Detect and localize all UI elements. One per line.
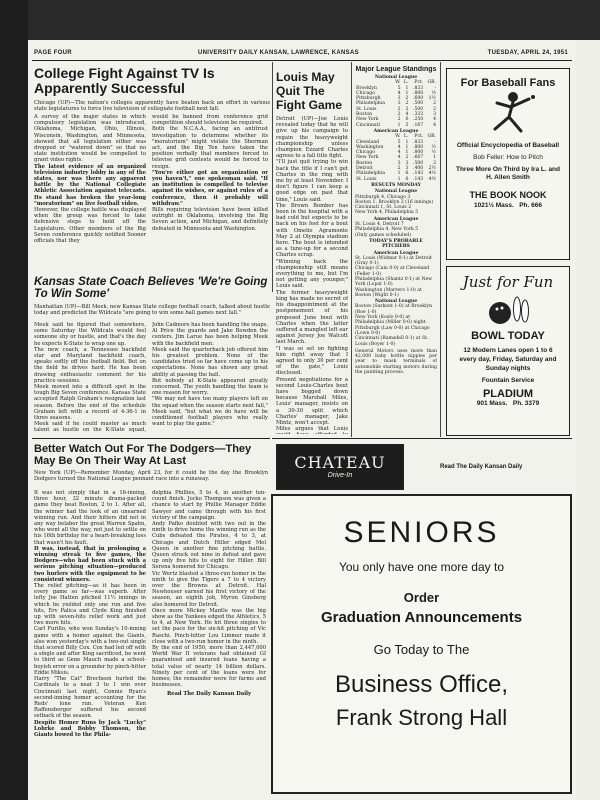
- read-kansan-tag: Read The Daily Kansan Daily: [440, 464, 523, 470]
- pitchers-title: TODAY'S PROBABLE PITCHERS: [369, 238, 423, 250]
- bowl-name: BOWL TODAY: [471, 330, 545, 342]
- seniors-line-6: Frank Strong Hall: [335, 705, 508, 730]
- seniors-line-3: Graduation Announcements: [320, 609, 523, 626]
- table-row: New York 4 2 .667 1: [356, 155, 436, 161]
- table-row: Philadelphia 1 6 .143 4½: [356, 171, 436, 177]
- bowling-ball-pins-illustration: [484, 291, 532, 325]
- newspaper-page: [28, 40, 576, 800]
- shop-contact: 1021½ Mass. Ph. 666: [474, 202, 542, 209]
- shop-name: THE BOOK NOOK: [469, 190, 547, 200]
- book-author: Bob Feller: How to Pitch: [473, 154, 543, 161]
- chateau-sub: Drive-In: [327, 472, 353, 479]
- chateau-drive-in-ad: [276, 444, 404, 490]
- bowl-ad-script: Just for Fun: [462, 273, 554, 291]
- table-row: Cincinnati 1 5 .167 4: [356, 122, 436, 128]
- seniors-line-5: Business Office,: [335, 671, 508, 698]
- bowl-contact: 901 Mass. Ph. 3379: [476, 400, 540, 407]
- table-row: Washington 4 1 .800 ½: [356, 144, 436, 150]
- seniors-graduation-ad: [271, 494, 572, 794]
- book-ad-title: For Baseball Fans: [460, 77, 556, 89]
- standings-title: Major League Standings: [355, 66, 437, 73]
- al-title: American League: [373, 128, 419, 134]
- dodgers-story-headline: Better Watch Out For The Dodgers—They May Be On Their Way At Last: [34, 443, 252, 467]
- section-rule: [32, 438, 270, 439]
- book-title: Official Encyclopedia of Baseball: [456, 142, 560, 149]
- table-row: Cleveland 5 1 .833 -: [356, 139, 436, 145]
- bowl-hours: 12 Modern Lanes open 1 to 6 every day, Friday, Saturday and Sunday nights: [459, 347, 557, 372]
- dodgers-story-lead: New York (UP)—Remember Monday, April 23, for it could be the day the Brooklyn Dodgers turned the National League pennant race into a runaway.: [34, 470, 268, 483]
- gm-note: General Motors uses more than 42,000 baby bottle nipples per year to mask terminals of automobile starting motors during the painting process.: [355, 348, 437, 376]
- al-pitchers: St. Louis (Widmar 0-1) at Detroit (Gray 0-1) Chicago (Cain 0-0) at Cleveland (Feller 1-0) Philadelphia (Shantz 0-1) at New York (Lopat 1-0) Washington (Marrero 1-0) at Boston (Wight 0-1): [355, 255, 433, 298]
- nl-results: Pittsburgh 4, Chicago 3 Boston 1, Brooklyn 2 (16 innings) Cincinnati 1, St. Louis 2 New York 4, Philadelphia 5: [355, 194, 434, 216]
- nl-title: National League: [374, 75, 418, 80]
- table-row: Brooklyn 5 1 .833 -: [356, 85, 436, 91]
- seniors-line-2: Order: [403, 590, 440, 605]
- standings-box: Major League Standings National League W. L. Pct. GB. Brooklyn 5 1 .833 - Chicago 4 1 .800 ½ Pittsburgh 3 2 .600 1½ Philadelphia 3 2 .500 2 St. Louis 2 2 .500 2 Boston 2 4 .333 3 New York 2 6 .250 4 Cincinnati 1 5 .167 4 American League W. L. Pct. GB. Cleveland 5 1 .833 - Washington 4 1 .800 ½ Chicago 4 1 .800 ½ New York 4 2 .667 1 Boston 3 3 .500 2 Detroit 2 3 .400 2½ Philadelphia 1 6 .143 4½ St. Louis 1 6 .143 4½ RESULTS MONDAY National League Pittsburgh 4, Chicago 3 Boston 1, Brooklyn 2 (16 innings) Cincinnati 1, St. Louis 2 New York 4, Philadelphia 5 American League St. Louis 4, Detroit 7 Philadelphia 4, New York 5 (Only games scheduled) TODAY'S PROBABLE PITCHERS American League St. Louis (Widmar 0-1) at Detroit (Gray 0-1) Chicago (Cain 0-0) at Cleveland (Feller 1-0) Philadelphia (Shantz 0-1) at New York (Lopat 1-0) Washington (Marrero 1-0) at Boston (Wight 0-1) National League Boston (Surkont 1-0) at Brooklyn (Roe 1-0) New York (Koslo 0-0) at Philadelphia (Miller 0-0) night. Pittsburgh (Law 0-0) at Chicago (Lown 0-0) Cincinnati (Ramsdell 0-1) at St. Louis (Boyer 1-0) General Motors uses more than 42,000 baby bottle nipples per year to mask terminals of automobile starting motors during the painting process.: [355, 66, 437, 376]
- al-table: W. L. Pct. GB. Cleveland 5 1 .833 - Washington 4 1 .800 ½ Chicago 4 1 .800 ½ New York 4 2 .667 1 Boston 3 3 .500 2 Detroit 2 3 .400 2½ Philadelphia 1 6 .143 4½ St. Louis 1 6 .143 4½: [356, 134, 436, 182]
- table-row: Pittsburgh 3 2 .600 1½: [356, 96, 436, 102]
- results-title: RESULTS MONDAY: [371, 182, 421, 188]
- section-rule: [272, 438, 572, 439]
- tv-story-lead: Chicago (UP)—The nation's colleges apparently have beaten back an effort in various state legislatures to force live television of collegiate football next fall.: [34, 100, 270, 113]
- kstate-story-column-1: Meek said he figured that somewhere, some Saturday the Wildcats would feel someone shy or hustle, and that's the day he expects K-State to wrap one up. The new coach, a Tennessee backfield star and Maryland backfield coach, speaks softly off the football field. But on the field he drives hard. He has been drawing enthusiastic comment for his practice sessions. Meek moved into a difficult spot in the tough Big Seven conference. Kansas State accepted Ralph Graham's resignation last season. Before the end of the schedule Graham left with a record of 4-36-1 in three seasons. Meek said if he could muster as much talent as hustle on the K-State squad,: [34, 322, 146, 434]
- scan-left-edge: [0, 0, 28, 800]
- table-row: Boston 2 4 .333 3: [356, 112, 436, 118]
- table-row: Detroit 2 3 .400 2½: [356, 166, 436, 172]
- page-number: PAGE FOUR: [34, 50, 72, 56]
- adjacent-page-edge: [575, 40, 600, 800]
- table-row: Chicago 4 1 .800 ½: [356, 150, 436, 156]
- al-results: St. Louis 4, Detroit 7 Philadelphia 4, New York 5 (Only games scheduled): [355, 222, 419, 238]
- tv-story-headline: College Fight Against TV Is Apparently Successful: [34, 65, 215, 96]
- issue-date: TUESDAY, APRIL 24, 1951: [487, 50, 568, 56]
- paper-name: UNIVERSITY DAILY KANSAN, LAWRENCE, KANSAS: [198, 50, 359, 56]
- nl-pitchers: Boston (Surkont 1-0) at Brooklyn (Roe 1-0) New York (Koslo 0-0) at Philadelphia (Miller 0-0) night. Pittsburgh (Law 0-0) at Chicago (Lown 0-0) Cincinnati (Ramsdell 0-1) at St. Louis (Boyer 1-0): [355, 304, 433, 347]
- dodgers-story-column-1: It was not simply that in a 16-inning, three hour, 32 minute drama-packed game they beat Boston, 2 to 1. After all, the winner had the look of an unearned winning run. And their hitters did not in any way belabor the great Warren Spahn, who went all the way, not just to settle on his 16th birthday for a heart-breaking loss that wasn't his fault. It was, instead, that in prolonging a winning streak to five games, the Dodgers—who had been stuck with a serious pitching situation—produced two hurlers with the equipment to be consistent winners. The relief pitching—as it has been in every game so far—was superb. After lefty Joe Hatten pitched 11½ innings in which he yielded only one run and five hits, Erv Palica and Clyde King finished up with seven-hits relief work and just two more hits. Carl Furillo, who won Sunday's 10-inning game with a homer against the Giants, also won yesterday's with a two-out single that scored Billy Cox. Cox had led off with a single and after King sacrificed, he went to third as Gene Mauch made a school-boyish error on a grounder by pinch-hitter Eddie Miksis. Harry "The Cat" Brecheen hurled the Cardinals to a neat 3 to 1 win over Cincinnati last night, Connie Ryan's second-inning homer accounting for the Reds' lone run. Veteran Ken Raffensberger suffered his second setback of the season. Despite Homer Runs by Jack "Lucky" Lohrke and Bobby Thomson, the Giants bowed to the Phila-: [34, 490, 146, 738]
- tv-story-column-2: would be banned from conference grid competition should television be required. Both the N.C.A.A., facing an antitrust investigation to determine whether its "moratorium" might violate the Sherman act, and the Big Ten have taken the position verbally that members forced to televise grid contests would be forced to resign. "You're either got an organization or you haven't," one spokesman said. "If an institution is compelled to televise against its wishes, or against rules of a conference, then it probably will withdraw." Bills requiring television have been killed outright in Oklahoma, involving the Big Seven action, and Michigan, and definitely defeated in Minnesota and Washington.: [152, 114, 268, 232]
- louis-story-body: Detroit (UP)—Joe Louis revealed today that he will give up his campaign to regain the heavyweight championship unless champion Ezzard Charles agrees to a fall title fight. "I'll just quit trying to win back the title if I can't get Charles in the ring with me by at least November. I don't figure I can keep a good edge on past that time," Louis said. The Brown Bomber has been in the hospital with a bad cold but expects to be back on his feet for a bout with Omelio Agramonte May 2 at Olympia stadium here. The bout is intended as a tune-up for a second Charles scrap. "Winning back the championship still means everything to me, but I'm not getting any younger," Louis said. The former heavyweight king has made no secret of his disappointment at the postponement of his proposed June bout with Charles when the latter suffered a mangled left ear against Jersey Joe Walcott last March. "I was so set on fighting him right away that I agreed to only 30 per cent of the gate," Louis disclosed. Present negotiations for a second Louis-Charles bout have bogged down because Marshall Miles, Louis' manager, insists on a 30-30 split which Charles' manager, Jake Mintz, won't accept. Miles argues that Louis: [276, 116, 348, 433]
- column-rule: [272, 62, 273, 292]
- seniors-line-1: You only have one more day to: [338, 560, 504, 574]
- bowl-fountain: Fountain Service: [481, 377, 535, 384]
- seniors-line-4: Go Today to The: [373, 642, 470, 657]
- table-row: Philadelphia 3 2 .500 2: [356, 101, 436, 107]
- masthead-rule: [32, 60, 572, 61]
- bowl-ad: [446, 266, 570, 436]
- kstate-story-column-2: John Cadmore has been handling the snaps. Al Price the guards and Jake Bowden the centers. Jim Larue has been helping Meek with the backfield men. Meek said the quarterback job offered him his greatest problem. None of the candidates tried so far have come up to his expectations. None has shown any great ability at passing the ball. But nobody at K-State appeared greatly concerned. The youth handling the team is one reason for worry. "We may not have too many players left on the squad when the season starts next fall," Meek said, "but what we do have will be conditioned football players who really want to play the game.": [152, 322, 268, 428]
- tv-story-column-1: A survey of the major states in which compulsory legislation was introduced, Oklahoma, Michigan, Ohio, Illinois, Wisconsin, Washington, and Minnesota, showed that all legislation either was dropped or "watered down" so that no state institution would be compelled to grant video rights. The latest evidence of an organized television industry lobby in any of the states, nor was there any apparent battle by the National Collegiate Athletic Association against telecasts. Its stand has broken the year-long "moratorium" on live football video. However, the college battle was displayed when the group was forced to take defensive steps to hold off the Legislature. Other members of the Big Seven conference quickly notified Sooner officials that they: [34, 114, 146, 245]
- table-row: Boston 3 3 .500 2: [356, 160, 436, 166]
- table-row: Chicago 4 1 .800 ½: [356, 90, 436, 96]
- kstate-story-lead: Manhattan (UP)—Bill Meek, new Kansas State college football coach, talked about hustle today and predicted the Wildcats "are going to win some ball games next fall.": [34, 304, 270, 317]
- book-nook-ad: [446, 68, 570, 260]
- kstate-story-headline: Kansas State Coach Believes 'We're Going To Win Some': [34, 276, 268, 301]
- book-promo: Three More On Third by Ira L. and H. Allen Smith: [455, 166, 560, 181]
- seniors-title: SENIORS: [343, 516, 500, 549]
- nl-table: W. L. Pct. GB. Brooklyn 5 1 .833 - Chicago 4 1 .800 ½ Pittsburgh 3 2 .600 1½ Philadelphia 3 2 .500 2 St. Louis 2 2 .500 2 Boston 2 4 .333 3 New York 2 6 .250 4 Cincinnati 1 5 .167 4: [356, 80, 436, 128]
- table-row: St. Louis 1 6 .143 4½: [356, 176, 436, 182]
- louis-story-headline: Louis May Quit The Fight Game: [276, 70, 343, 112]
- column-rule: [351, 62, 352, 437]
- baseball-pitcher-illustration: [473, 89, 543, 137]
- chateau-name: CHATEAU: [294, 453, 386, 472]
- bowl-venue: PLADIUM: [482, 388, 534, 400]
- table-row: St. Louis 2 2 .500 2: [356, 106, 436, 112]
- table-row: New York 2 6 .250 4: [356, 117, 436, 123]
- column-rule: [440, 62, 441, 437]
- dodgers-story-column-2: delphia Phillies, 5 to 4, in another ten-count finish. Jocko Thompson was given a chance to start by Phillie Manager Eddie Sawyer and came through with his first victory of the campaign. Andy Pafko doubled with two out in the ninth to drive home the winning run as the Cubs defeated the Pirates, 4 to 3, at Chicago and Dutch Hiller edged Mel Queen in another fine pitching battle. Queen struck out nine in defeat and gave up only five hits to eight for Hiller. Bill Serena homered for Chicago. Vic Wertz blasted a three-run homer in the ninth to give the Tigers a 7 to 4 victory over the Browns at Detroit. Hal Newhouser earned his first victory of the season, an eighth job, Myron Ginsberg also homered for Detroit. Once more Mickey Mantle was the big show as the Yankees edged the Athletics, 5 to 4, at New York. He hit three singles to set the pace for the six-hit pitching of Vic Raschi. Pinch-hitter Lou Limmer made it close with a two-run homer in the ninth. By the end of 1950, more than 2,447,000 World War II veterans had obtained GI guaranteed and insured loans having a total value of nearly 14 billion dollars. Ninety per cent of the loans were for homes; the remainder were for farms and businesses. Read The Daily Kansan Daily: [152, 490, 266, 697]
